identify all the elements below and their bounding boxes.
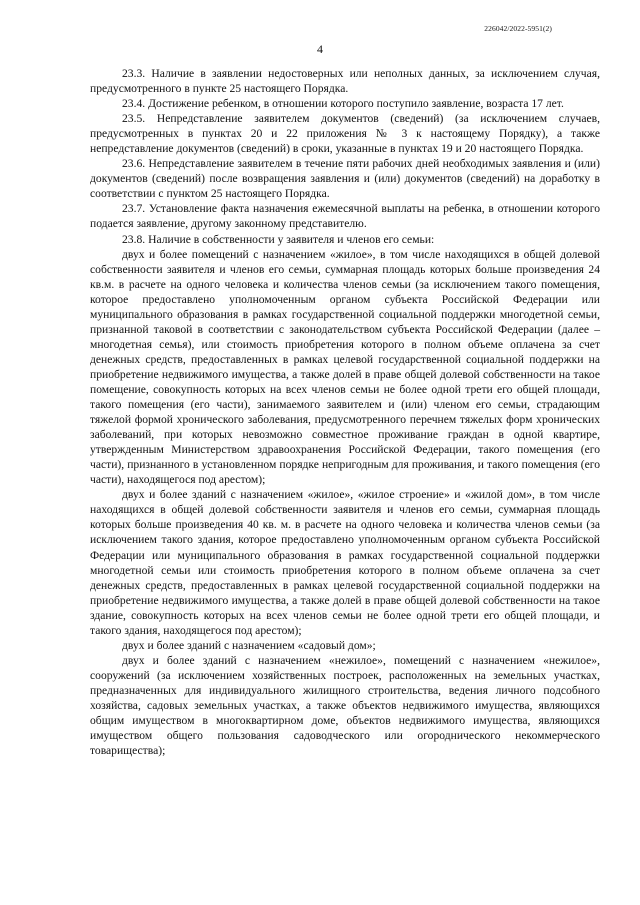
paragraph-23-7: 23.7. Установление факта назначения ежемесячной выплаты на ребенка, в отношении которого подается заявление, другому законному представителю. [90,202,600,231]
paragraph-23-5: 23.5. Непредставление заявителем документов (сведений) (за исключением случаев, предусмотренных в пунктах 20 и 22 приложения № 3 к настоящему Порядку), а также непредставление документов (сведений) в сроки, указанные в пунктах 19 и 20 настоящего Порядка. [90,112,600,156]
paragraph-23-8: 23.8. Наличие в собственности у заявителя и членов его семьи: [122,232,435,246]
paragraph-residential-buildings: двух и более зданий с назначением «жилое», «жилое строение» и «жилой дом», в том числе находящихся в общей долевой собственности заявителя и членов его семьи, суммарная площадь которых больше произведения 40 кв. м. в расчете на одного человека и количества членов семьи (за исключением такого здания, которое предоставлено уполномоченным органом субъекта Российской Федерации или муниципального образования в рамках государственной социальной поддержки многодетной семьи или стоимость приобретения которого в полном объеме оплачена за счет денежных средств, предоставленных в рамках целевой государственной социальной поддержки на приобретение недвижимого имущества, а также долей в праве общей долевой собственности на такое здание, совокупность которых на всех членов семьи не более одной трети его общей площади, и такого здания, находящегося под арестом); [90,488,600,637]
paragraph-residential-premises: двух и более помещений с назначением «жилое», в том числе находящихся в общей долевой собственности заявителя и членов его семьи, суммарная площадь которых больше произведения 24 кв.м. в расчете на одного человека и количества членов семьи (за исключением такого помещения, которое предоставлено уполномоченным органом субъекта Российской Федерации или муниципального образования в рамках государственной социальной поддержки многодетной семьи, признанной таковой в соответствии с законодательством субъекта Российской Федерации (далее – многодетная семья), или стоимость приобретения которого в полном объеме оплачена за счет денежных средств, предоставленных в рамках целевой государственной социальной поддержки на приобретение недвижимого имущества, а также долей в праве общей долевой собственности на такое помещение, совокупность которых на всех членов семьи не более одной трети его общей площади, такого помещения (его части), занимаемого заявителем и (или) членом его семьи, страдающим тяжелой формой хронического заболевания, предусмотренного перечнем тяжелых форм хронических заболеваний, при которых невозможно совместное проживание граждан в одной квартире, утвержденным Министерством здравоохранения Российской Федерации, такого помещения (его части), признанного в установленном порядке непригодным для проживания, и такого помещения (его части), находящегося под арестом); [90,247,600,487]
paragraph-non-residential: двух и более зданий с назначением «нежилое», помещений с назначением «нежилое», сооружений (за исключением хозяйственных построек, расположенных на земельных участках, предназначенных для индивидуального жилищного строительства, ведения личного подсобного хозяйства, садовых земельных участках, а также объектов недвижимого имущества, являющихся общим имуществом в многоквартирном доме, объектов недвижимого имущества, являющихся имуществом общего пользования садоводческого или огороднического некоммерческого товарищества); [90,653,600,758]
paragraph-garden-houses: двух и более зданий с назначением «садовый дом»; [122,638,376,652]
paragraph-23-6: 23.6. Непредставление заявителем в течение пяти рабочих дней необходимых заявления и (или) документов (сведений) после возвращения заявления и (или) документов (сведений) на доработку в соответствии с пунктом 25 настоящего Порядка. [90,157,600,201]
document-body [90,66,600,758]
page-number: 4 [317,42,323,56]
paragraph-23-4: 23.4. Достижение ребенком, в отношении которого поступило заявление, возраста 17 лет. [122,97,564,111]
document-code: 226042/2022-5951(2) [484,24,552,33]
paragraph-23-3: 23.3. Наличие в заявлении недостоверных или неполных данных, за исключением случая, предусмотренного в пункте 25 настоящего Порядка. [90,67,600,96]
